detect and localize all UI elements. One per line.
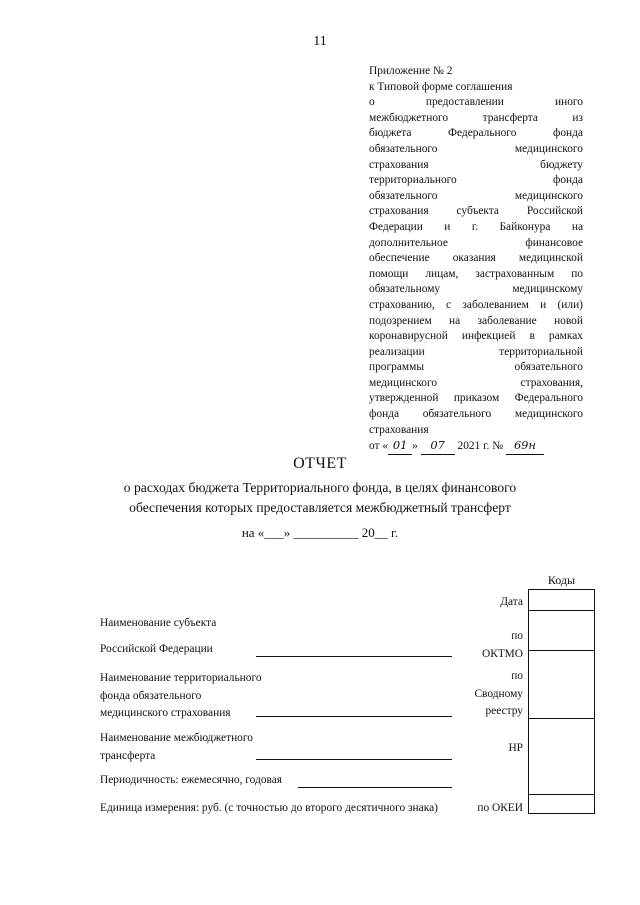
appendix-word: медицинской (518, 252, 583, 265)
appendix-word: предоставлении (425, 96, 504, 109)
appendix-word: трансферта (482, 111, 538, 124)
unit-label: Единица измерения: руб. (с точностью до второго десятичного знака) (100, 802, 438, 814)
appendix-body-line (369, 189, 583, 205)
appendix-body-line (369, 376, 583, 392)
appendix-word: фонда (552, 127, 583, 140)
appendix-word: и (540, 298, 547, 311)
appendix-word: обязательного (369, 189, 438, 202)
code-cell-date (529, 590, 594, 611)
report-period: на «___» __________ 20__ г. (241, 525, 399, 540)
date-month: 07 (421, 438, 455, 455)
appendix-word: заболевание (477, 314, 537, 327)
transfer-label-line1: Наименование межбюджетного (100, 732, 253, 744)
appendix-word: медицинского (514, 142, 583, 155)
appendix-word: Федерального (514, 392, 583, 405)
appendix-body-line (369, 329, 583, 345)
appendix-word: застрахованным (475, 267, 555, 280)
appendix-word: обязательного (422, 408, 492, 421)
appendix-block (369, 64, 583, 455)
appendix-word: страхования (369, 423, 429, 436)
appendix-word: (или) (557, 298, 583, 311)
appendix-word: территориального (369, 174, 457, 187)
registry-label-line2: Сводному (474, 687, 523, 700)
appendix-word: реализации (369, 345, 425, 358)
date-label: Дата (500, 596, 523, 608)
fund-input-line[interactable] (256, 716, 452, 717)
code-cell-np (529, 718, 594, 795)
periodicity-label: Периодичность: ежемесячно, годовая (100, 774, 283, 786)
appendix-word: подозрением (369, 314, 432, 327)
appendix-word: бюджету (540, 158, 583, 171)
appendix-body-line (369, 126, 583, 142)
registry-label-line1: по (511, 670, 523, 682)
date-mid: » (412, 440, 418, 453)
appendix-word: на (449, 314, 461, 327)
appendix-word: на (571, 220, 583, 233)
appendix-word: медицинского (369, 376, 438, 389)
subject-label-line2: Российской Федерации (100, 643, 213, 655)
appendix-word: по (571, 267, 583, 280)
report-subtitle-line1: о расходах бюджета Территориального фонда, в целях финансового (123, 480, 517, 495)
transfer-input-line[interactable] (256, 759, 452, 760)
appendix-body-line (369, 142, 583, 158)
appendix-body-line (369, 298, 583, 314)
appendix-body-line (369, 360, 583, 376)
appendix-body-line (369, 267, 583, 283)
codes-table (528, 589, 595, 814)
appendix-word: фонда (552, 174, 583, 187)
registry-label (440, 668, 523, 721)
report-subtitle (60, 478, 580, 518)
fund-label-line1: Наименование территориального (100, 672, 262, 684)
appendix-title: Приложение № 2 (369, 65, 453, 77)
appendix-body-line (369, 345, 583, 361)
appendix-body-line (369, 251, 583, 267)
appendix-word: обязательного (514, 361, 583, 374)
registry-label-line3: реестру (485, 705, 523, 717)
appendix-word: инфекцией (461, 330, 516, 343)
appendix-word: территориальной (499, 345, 583, 358)
np-label: НР (508, 742, 523, 754)
appendix-word: Российской (526, 205, 583, 218)
appendix-body-line (369, 314, 583, 330)
appendix-word: помощи (369, 267, 409, 280)
appendix-body-line (369, 158, 583, 174)
appendix-word: страхования, (520, 376, 583, 389)
report-title: ОТЧЕТ (293, 455, 347, 472)
appendix-body-line (369, 204, 583, 220)
date-prefix: от « (369, 440, 389, 453)
appendix-word: утвержденной (369, 392, 439, 405)
periodicity-input-line[interactable] (298, 787, 452, 788)
appendix-word: приказом (453, 392, 500, 405)
fund-label-line3: медицинского страхования (100, 707, 231, 719)
oktmo-label (440, 628, 523, 663)
oktmo-label-line2: ОКТМО (482, 647, 523, 660)
appendix-body-line (369, 391, 583, 407)
appendix-body-line (369, 95, 583, 111)
date-day: 01 (388, 438, 412, 455)
appendix-body-line (369, 236, 583, 252)
transfer-label-line2: трансферта (100, 749, 156, 762)
page-number: 11 (313, 34, 327, 49)
appendix-word: коронавирусной (369, 330, 448, 343)
appendix-body-line (369, 423, 583, 439)
transfer-label (100, 730, 253, 765)
report-subtitle-line2: обеспечения которых предоставляется межбюджетный трансферт (129, 500, 511, 515)
appendix-word: финансовое (525, 236, 583, 249)
appendix-word: медицинского (514, 189, 583, 202)
appendix-word: дополнительное (369, 236, 448, 249)
appendix-word: медицинского (514, 408, 583, 421)
appendix-word: фонда (369, 408, 400, 421)
appendix-word: страхования (369, 205, 429, 218)
appendix-word: иного (555, 96, 583, 109)
appendix-body-line (369, 282, 583, 298)
appendix-word: страхования (369, 158, 429, 171)
appendix-word: обеспечение (369, 252, 430, 265)
code-cell-oktmo (529, 610, 594, 651)
appendix-body-line (369, 220, 583, 236)
appendix-word: лицам, (425, 267, 459, 280)
appendix-word: о (369, 96, 375, 109)
appendix-body-line (369, 407, 583, 423)
appendix-word: страхованию, (369, 298, 435, 311)
appendix-word: медицинскому (512, 283, 583, 296)
appendix-word: с (446, 298, 452, 311)
appendix-word: программы (369, 361, 424, 374)
appendix-word: межбюджетного (369, 111, 449, 124)
appendix-date-line (369, 438, 583, 455)
fund-label (100, 670, 262, 723)
appendix-word: бюджета (369, 127, 412, 140)
appendix-word: Байконура (499, 220, 551, 233)
fund-label-line2: фонда обязательного (100, 689, 202, 702)
appendix-word: новой (554, 314, 583, 327)
appendix-word: Федерации (369, 220, 423, 233)
appendix-body (369, 95, 583, 438)
subject-input-line[interactable] (256, 656, 452, 657)
appendix-body-line (369, 111, 583, 127)
appendix-word: рамках (548, 330, 583, 343)
code-cell-registry (529, 650, 594, 719)
appendix-form-ref: к Типовой форме соглашения (369, 80, 513, 93)
appendix-body-line (369, 173, 583, 189)
okei-label: по ОКЕИ (477, 802, 523, 814)
appendix-word: субъекта (456, 205, 499, 218)
appendix-word: и (444, 220, 451, 233)
subject-label-line1: Наименование субъекта (100, 617, 217, 629)
oktmo-label-line1: по (511, 630, 523, 642)
date-year: 2021 г. № (457, 440, 504, 453)
appendix-word: заболеванием (462, 298, 529, 311)
appendix-word: из (572, 111, 583, 124)
appendix-word: в (529, 330, 535, 343)
document-number: 69н (506, 438, 544, 455)
appendix-word: Федерального (448, 127, 517, 140)
appendix-word: обязательному (369, 283, 441, 296)
appendix-word: оказания (452, 252, 496, 265)
appendix-word: обязательного (369, 142, 438, 155)
appendix-word: г. (471, 220, 479, 233)
codes-header: Коды (547, 573, 576, 587)
